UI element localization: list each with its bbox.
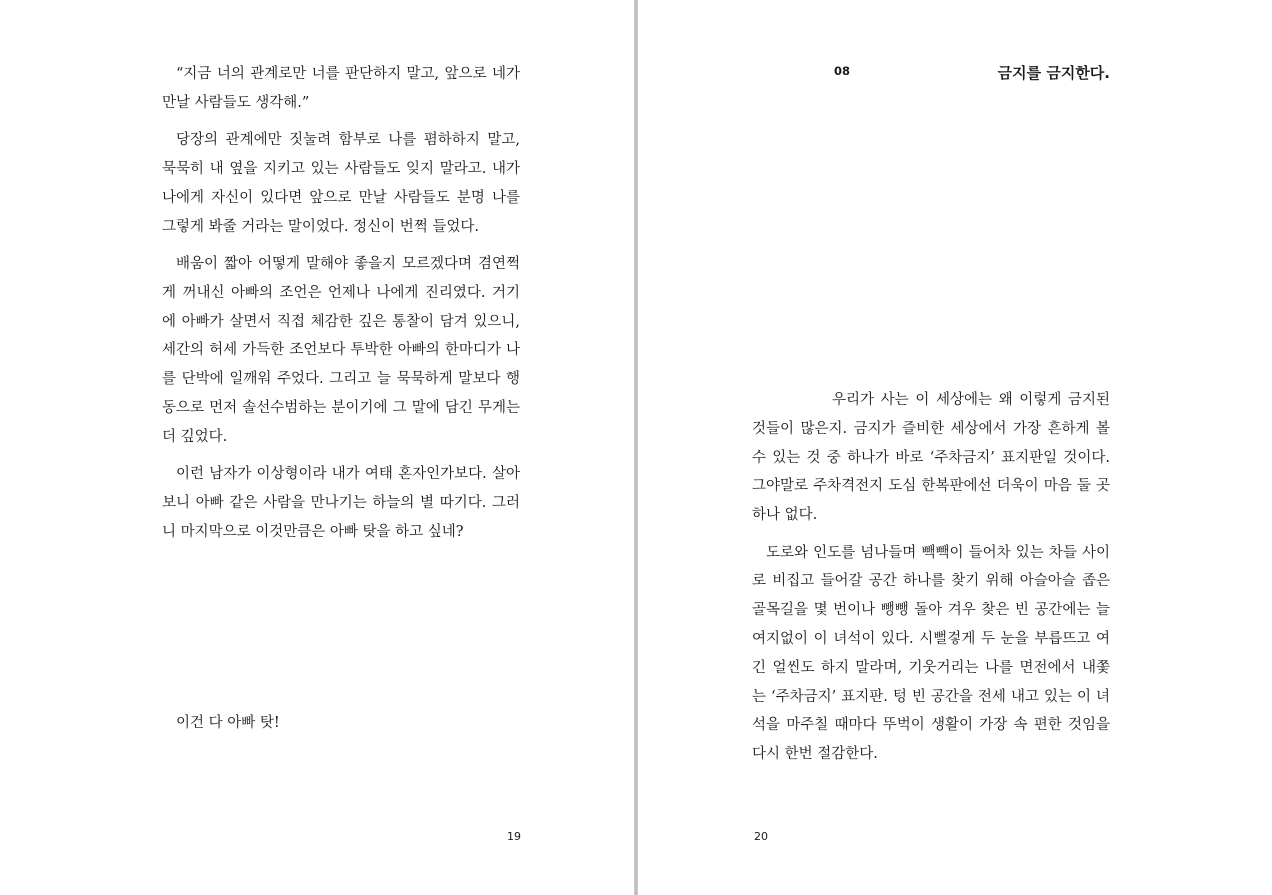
right-page-body bbox=[752, 386, 1110, 778]
left-paragraph-2: 당장의 관계에만 짓눌려 함부로 나를 폄하하지 말고, 묵묵히 내 옆을 지키고 있는 사람들도 잊지 말라고. 내가 나에게 자신이 있다면 앞으로 만날 사람들도 분명 나를 그렇게 봐줄 거라는 말이었다. 정신이 번쩍 들었다. bbox=[162, 132, 520, 235]
left-page-body bbox=[162, 60, 520, 555]
right-paragraph-2: 도로와 인도를 넘나들며 빽빽이 들어차 있는 차들 사이로 비집고 들어갈 공간 하나를 찾기 위해 아슬아슬 좁은 골목길을 몇 번이나 뺑뺑 돌아 겨우 찾은 빈 공간에는 늘 여지없이 이 녀석이 있다. 시뻘겋게 두 눈을 부릅뜨고 여긴 얼씬도 하지 말라며, 기웃거리는 나를 면전에서 내쫓는 ‘주차금지’ 표지판. 텅 빈 공간을 전세 내고 있는 이 녀석을 마주칠 때마다 뚜벅이 생활이 가장 속 편한 것임을 다시 한번 절감한다. bbox=[752, 544, 1110, 763]
left-paragraph-3: 배움이 짧아 어떻게 말해야 좋을지 모르겠다며 겸연쩍게 꺼내신 아빠의 조언은 언제나 나에게 진리였다. 거기에 아빠가 살면서 직접 체감한 깊은 통찰이 담겨 있으니, 세간의 허세 가득한 조언보다 투박한 아빠의 한마디가 나를 단박에 일깨워 주었다. 그리고 늘 묵묵하게 말보다 행동으로 먼저 솔선수범하는 분이기에 그 말에 담긴 무게는 더 깊었다. bbox=[162, 255, 520, 445]
left-paragraph-4: 이런 남자가 이상형이라 내가 여태 혼자인가보다. 살아보니 아빠 같은 사람을 만나기는 하늘의 별 따기다. 그러니 마지막으로 이것만큼은 아빠 탓을 하고 싶네? bbox=[162, 466, 520, 540]
chapter-title: 금지를 금지한다. bbox=[997, 64, 1110, 82]
right-paragraph-1: 우리가 사는 이 세상에는 왜 이렇게 금지된 것들이 많은지. 금지가 즐비한 세상에서 가장 흔하게 볼 수 있는 것 중 하나가 바로 ‘주차금지’ 표지판일 것이다. 그야말로 주차격전지 도심 한복판에선 더욱이 마음 둘 곳 하나 없다. bbox=[752, 392, 1110, 524]
left-page-number: 19 bbox=[507, 830, 521, 843]
right-page-number: 20 bbox=[754, 830, 768, 843]
left-page bbox=[0, 0, 634, 895]
chapter-number: 08 bbox=[834, 64, 851, 78]
left-paragraph-1: “지금 너의 관계로만 너를 판단하지 말고, 앞으로 네가 만날 사람들도 생각해.” bbox=[162, 66, 520, 111]
left-closing-line: 이건 다 아빠 탓! bbox=[176, 715, 280, 731]
